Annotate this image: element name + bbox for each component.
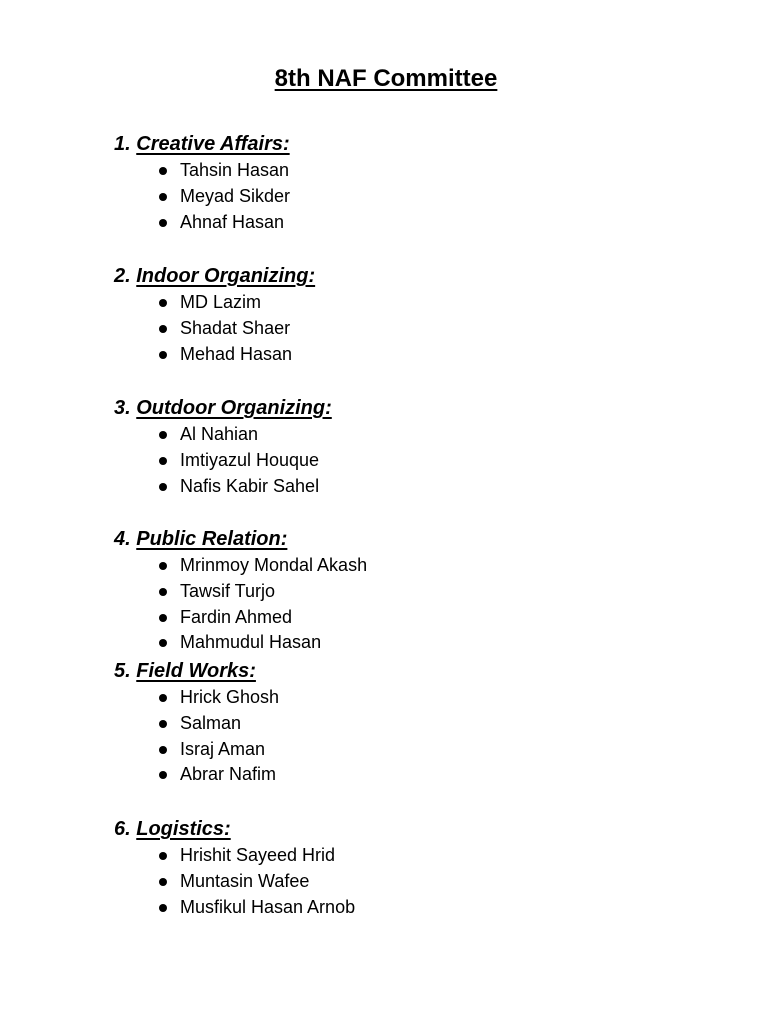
list-item <box>114 290 315 316</box>
section-heading <box>114 817 355 841</box>
bullet-icon <box>159 483 167 491</box>
bullet-icon <box>159 299 167 307</box>
bullet-icon <box>159 562 167 570</box>
section-heading <box>114 264 315 288</box>
section-number: 3. <box>114 397 131 419</box>
bullet-icon <box>159 457 167 465</box>
list-item <box>114 685 279 711</box>
bullet-icon <box>159 325 167 333</box>
bullet-icon <box>159 431 167 439</box>
section-heading <box>114 132 290 156</box>
member-name: Imtiyazul Houque <box>180 449 320 470</box>
bullet-icon <box>159 771 167 779</box>
section-title: Logistics: <box>136 818 231 840</box>
bullet-icon <box>159 219 167 227</box>
section-heading <box>114 527 367 551</box>
member-name: Hrick Ghosh <box>180 687 280 707</box>
section-field-works <box>114 659 279 788</box>
section-title: Field Works: <box>136 660 256 682</box>
section-indoor-organizing <box>114 264 315 367</box>
member-list <box>114 158 290 235</box>
member-name: Meyad Sikder <box>180 185 291 206</box>
section-heading <box>114 396 332 420</box>
member-list <box>114 685 279 788</box>
bullet-icon <box>159 694 167 702</box>
bullet-icon <box>159 852 167 860</box>
list-item <box>114 869 355 895</box>
member-name: Mahmudul Hasan <box>180 632 322 653</box>
list-item <box>114 316 315 342</box>
list-item <box>114 474 332 500</box>
member-name: Salman <box>180 712 242 733</box>
list-item <box>114 553 367 579</box>
list-item <box>114 843 355 869</box>
section-creative-affairs <box>114 132 290 235</box>
section-title: Outdoor Organizing: <box>136 397 332 419</box>
bullet-icon <box>159 588 167 596</box>
section-number: 1. <box>114 133 131 155</box>
bullet-icon <box>159 904 167 912</box>
list-item <box>114 184 290 210</box>
member-list <box>114 290 315 367</box>
list-item <box>114 448 332 474</box>
list-item <box>114 762 279 788</box>
section-number: 5. <box>114 660 131 682</box>
member-name: Abrar Nafim <box>180 764 277 785</box>
bullet-icon <box>159 720 167 728</box>
bullet-icon <box>159 639 167 647</box>
section-outdoor-organizing <box>114 396 332 499</box>
member-name: Nafis Kabir Sahel <box>180 475 320 496</box>
section-number: 6. <box>114 818 131 840</box>
bullet-icon <box>159 193 167 201</box>
bullet-icon <box>159 878 167 886</box>
member-name: Musfikul Hasan Arnob <box>180 896 356 917</box>
member-name: Israj Aman <box>180 738 266 759</box>
member-name: Mehad Hasan <box>180 343 293 364</box>
member-name: Ahnaf Hasan <box>180 211 285 232</box>
member-name: Fardin Ahmed <box>180 606 293 627</box>
section-number: 4. <box>114 528 131 550</box>
list-item <box>114 579 367 605</box>
document-title: 8th NAF Committee <box>274 65 498 92</box>
list-item <box>114 630 367 656</box>
list-item <box>114 342 315 368</box>
section-title: Indoor Organizing: <box>136 265 316 287</box>
section-public-relation <box>114 527 367 656</box>
member-name: Muntasin Wafee <box>180 870 310 891</box>
member-name: Mrinmoy Mondal Akash <box>180 555 368 575</box>
member-list <box>114 553 367 656</box>
member-name: Tawsif Turjo <box>180 580 276 601</box>
list-item <box>114 737 279 763</box>
member-name: Al Nahian <box>180 424 259 444</box>
member-name: Tahsin Hasan <box>180 160 290 180</box>
list-item <box>114 711 279 737</box>
member-name: MD Lazim <box>180 292 262 312</box>
bullet-icon <box>159 167 167 175</box>
bullet-icon <box>159 746 167 754</box>
section-title: Public Relation: <box>136 528 288 550</box>
bullet-icon <box>159 351 167 359</box>
list-item <box>114 605 367 631</box>
bullet-icon <box>159 614 167 622</box>
member-list <box>114 422 332 499</box>
member-list <box>114 843 355 920</box>
section-logistics <box>114 817 355 920</box>
section-heading <box>114 659 279 683</box>
list-item <box>114 422 332 448</box>
list-item <box>114 210 290 236</box>
section-number: 2. <box>114 265 131 287</box>
member-name: Shadat Shaer <box>180 317 291 338</box>
section-title: Creative Affairs: <box>136 133 290 155</box>
member-name: Hrishit Sayeed Hrid <box>180 845 336 865</box>
list-item <box>114 158 290 184</box>
list-item <box>114 895 355 921</box>
